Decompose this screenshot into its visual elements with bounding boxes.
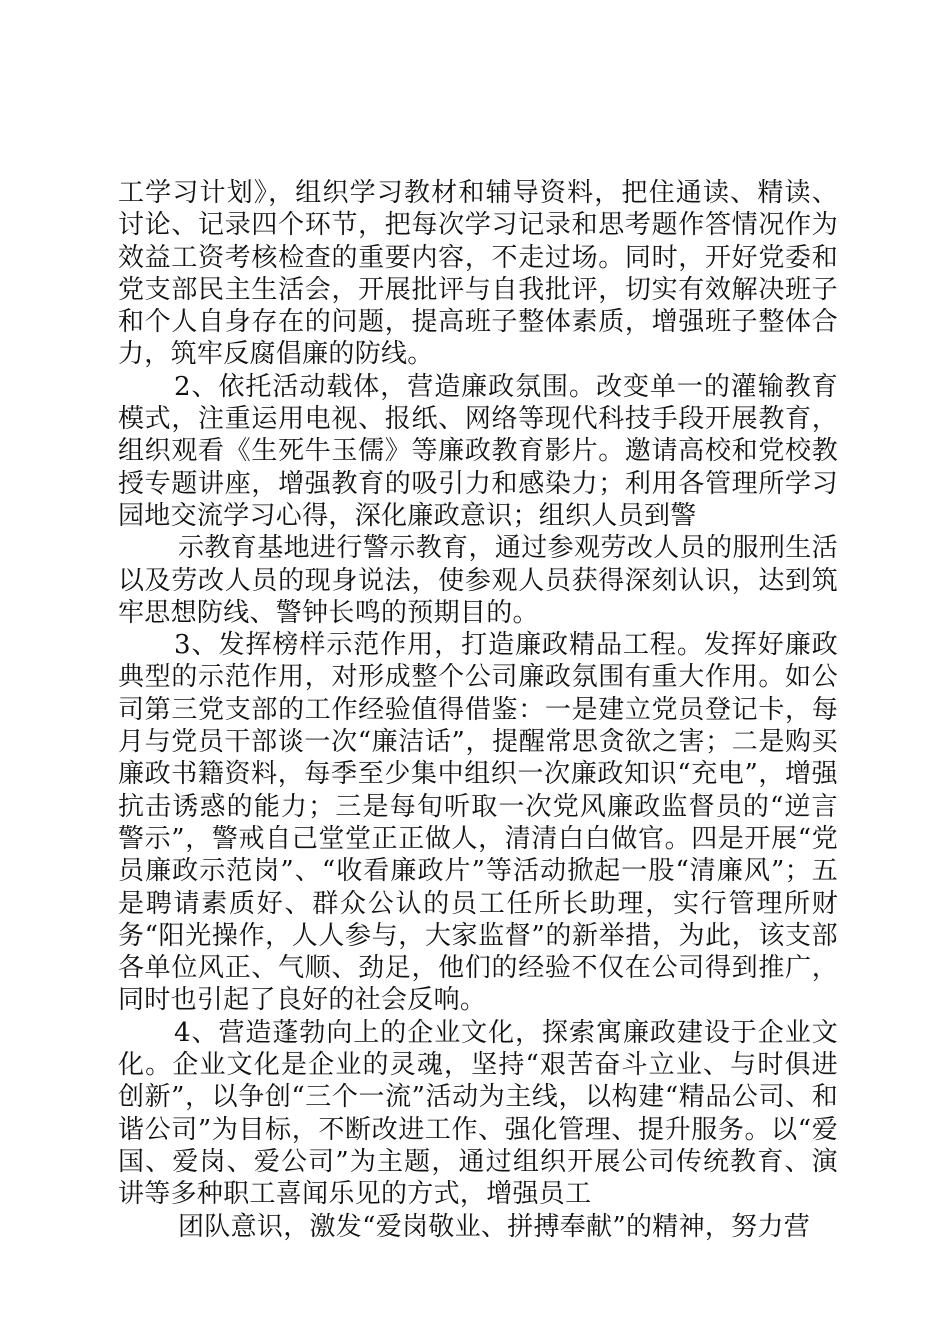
paragraph-item-2: 2、依托活动载体，营造廉政氛围。改变单一的灌输教育模式，注重运用电视、报纸、网络等现代科技手段开展教育，组织观看《生死牛玉儒》等廉政教育影片。邀请高校和党校教授专题讲座，增强教育的吸引力和感染力；利用各管理所学习园地交流学习心得，深化廉政意识；组织人员到警 [118, 371, 838, 531]
paragraph-item-2-continued: 示教育基地进行警示教育，通过参观劳改人员的服刑生活以及劳改人员的现身说法，使参观人员获得深刻认识，达到筑牢思想防线、警钟长鸣的预期目的。 [118, 533, 838, 628]
document-body [118, 177, 838, 1243]
paragraph-continuation: 工学习计划》，组织学习教材和辅导资料，把住通读、精读、讨论、记录四个环节，把每次学习记录和思考题作答情况作为效益工资考核检查的重要内容，不走过场。同时，开好党委和党支部民主生活会，开展批评与自我批评，切实有效解决班子和个人自身存在的问题，提高班子整体素质，增强班子整体合力，筑牢反腐倡廉的防线。 [118, 178, 838, 370]
paragraph-item-4-continued: 团队意识，激发“爱岗敬业、拼搏奉献”的精神，努力营 [178, 1211, 811, 1242]
paragraph-item-4: 4、营造蓬勃向上的企业文化，探索寓廉政建设于企业文化。企业文化是企业的灵魂，坚持“艰苦奋斗立业、与时俱进创新”，以争创“三个一流”活动为主线，以构建“精品公司、和谐公司”为目标，不断改进工作、强化管理、提升服务。以“爱国、爱岗、爱公司”为主题，通过组织开展公司传统教育、演讲等多种职工喜闻乐见的方式，增强员工 [118, 1017, 839, 1210]
paragraph-item-3: 3、发挥榜样示范作用，打造廉政精品工程。发挥好廉政典型的示范作用，对形成整个公司廉政氛围有重大作用。如公司第三党支部的工作经验值得借鉴：一是建立党员登记卡，每月与党员干部谈一次“廉洁话”，提醒常思贪欲之害；二是购买廉政书籍资料，每季至少集中组织一次廉政知识“充电”，增强抗击诱惑的能力；三是每旬听取一次党风廉政监督员的“逆言警示”，警戒自己堂堂正正做人，清清白白做官。四是开展“党员廉政示范岗”、“收看廉政片”等活动掀起一股“清廉风”；五是聘请素质好、群众公认的员工任所长助理，实行管理所财务“阳光操作，人人参与，大家监督”的新举措，为此，该支部各单位风正、气顺、劲足，他们的经验不仅在公司得到推广，同时也引起了良好的社会反响。 [118, 630, 839, 1016]
